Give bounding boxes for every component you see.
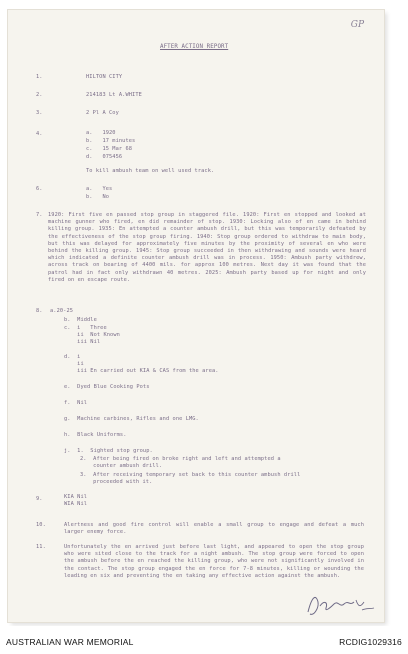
item-7-number: 7. [36, 212, 43, 218]
item-6a: a. Yes [86, 186, 113, 192]
item-8b: b. Middle [64, 317, 97, 323]
item-8-number: 8. [36, 308, 43, 314]
item-4d: d. 075456 [86, 154, 123, 160]
item-3-value: 2 Pl A Coy [86, 110, 119, 116]
corner-handwritten-mark: GP [350, 20, 364, 30]
item-4a: a. 1920 [86, 130, 116, 136]
item-4-number: 4. [36, 131, 43, 137]
item-6-number: 6. [36, 186, 43, 192]
item-11-value: Unfortunately the en arrived just before last light, and appeared to open the stop group who were sited close to the track for a night ambush. The stop group were forced to open the ambush before the en reached the killing group, who were not significantly involved in the contact. The stop group engaged the en force for 7-8 minutes, killing or wounding the leading en six and preventing the en taking any effective action against the ambush. [64, 544, 364, 579]
item-8e: e. Dyed Blue Cooking Pots [64, 384, 150, 390]
item-8g: g. Machine carbines, Rifles and one LMG. [64, 416, 199, 422]
item-6b: b. No [86, 194, 110, 200]
item-9-value: KIA Nil WIA Nil [64, 494, 88, 508]
report-title: AFTER ACTION REPORT [160, 44, 229, 50]
item-10-number: 10. [36, 522, 46, 528]
item-7-narrative: 1920: First five en passed stop group in staggered file. 1920: First en stopped and looked at machine gunner who fired, en did remainder of stop. 1930: Locking also of en came in behind killing group. 1935: En attempted a counter ambush drill, but this was temporarily defeated by the effectiveness of the stop group firing. 1940: Stop group ordered to withdraw to main body, but this was delayed for approximately five minutes by the proximity of several en who were behind the killing group. 1945: Stop group succeeded in then withdrawing and sounds were heard which indicated a definite counter ambush drill was in process. 1950: Ambush party withdrew, across track on bearing of 4400 mils. for approx 100 metres. Next day it was found that the patrol had in fact only withdrawn 40 metres. 2025: Ambush party based up for night and only fired on en escape route. [48, 212, 366, 283]
item-4b: b. 17 minutes [86, 138, 136, 144]
signature-image [304, 590, 376, 620]
item-2-value: 214183 Lt A.WHITE [86, 92, 142, 98]
item-8c: c. i Three ii Not Known iii Nil [64, 325, 120, 346]
item-2-number: 2. [36, 92, 43, 98]
item-8h: h. Black Uniforms. [64, 432, 127, 438]
item-8a: a.20-25 [50, 308, 74, 314]
item-1-value: HILTON CITY [86, 74, 123, 80]
item-5-value: To kill ambush team on well used track. [86, 168, 215, 174]
item-9-number: 9. [36, 496, 43, 502]
item-4c: c. 15 Mar 68 [86, 146, 133, 152]
item-11-number: 11. [36, 544, 46, 550]
document-page [8, 10, 384, 622]
archive-footer [0, 626, 408, 654]
item-8j2: 2. After being fired on broke right and left and attempted a counter ambush drill. [80, 456, 281, 470]
item-8j1: j. 1. Sighted stop group. [64, 448, 153, 454]
item-1-number: 1. [36, 74, 43, 80]
item-8d: d. i ii iii En carried out KIA & CAS from the area. [64, 354, 219, 375]
item-3-number: 3. [36, 110, 43, 116]
item-10-value: Alertness and good fire control will enable a small group to engage and defeat a much larger enemy force. [64, 522, 364, 536]
archive-name: AUSTRALIAN WAR MEMORIAL [6, 637, 134, 647]
item-8j3: 3. After receiving temporary set back to this counter ambush drill proceeded with it. [80, 472, 301, 486]
record-id: RCDIG1029316 [339, 637, 402, 647]
item-8f: f. Nil [64, 400, 88, 406]
